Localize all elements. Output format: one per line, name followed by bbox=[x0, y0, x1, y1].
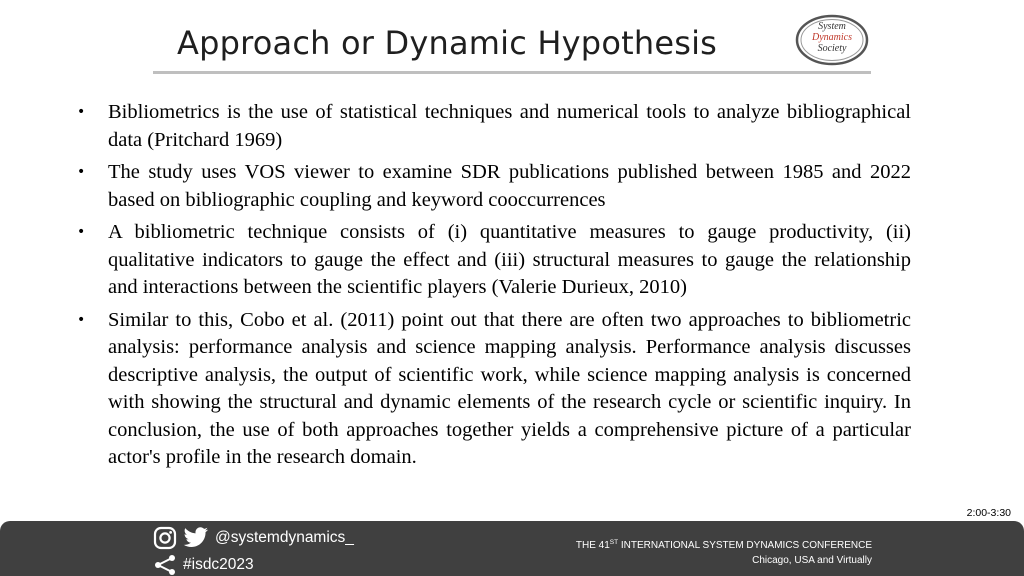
footer-bar bbox=[0, 521, 1024, 576]
bullet-item bbox=[77, 99, 911, 154]
bullet-item bbox=[77, 307, 911, 472]
hashtag[interactable]: #isdc2023 bbox=[183, 556, 254, 573]
hashtag-row bbox=[153, 554, 254, 576]
bullet-marker: • bbox=[77, 104, 86, 120]
bullet-item bbox=[77, 219, 911, 302]
twitter-icon[interactable] bbox=[183, 527, 209, 549]
bullet-marker: • bbox=[77, 311, 86, 328]
bullet-text: A bibliometric technique consists of (i) quantitative measures to gauge productivity, (ii) qualitative indicators to gauge the effect and (iii) structural measures to gauge the relationship and interactions between the scientific players (Valerie Durieux, 2010) bbox=[108, 221, 911, 298]
time-note: 2:00-3:30 bbox=[966, 507, 1011, 519]
title-divider bbox=[153, 71, 871, 74]
logo-line-2: Dynamics bbox=[812, 32, 852, 43]
share-icon[interactable] bbox=[153, 554, 177, 576]
conference-ordinal: ST bbox=[609, 539, 619, 546]
bullet-list bbox=[77, 99, 911, 477]
social-handle[interactable]: @systemdynamics_ bbox=[215, 529, 354, 546]
slide-title: Approach or Dynamic Hypothesis bbox=[177, 24, 718, 62]
system-dynamics-society-logo bbox=[794, 12, 870, 68]
logo-line-1: System bbox=[818, 21, 846, 32]
bullet-marker: • bbox=[77, 224, 86, 240]
conference-info bbox=[576, 535, 872, 568]
instagram-icon[interactable] bbox=[153, 526, 177, 550]
bullet-text: Similar to this, Cobo et al. (2011) point out that there are often two approaches to bibliometric analysis: performance analysis and science mapping analysis. Performance analysis discusses descriptive analysis, the output of scientific work, while science mapping analysis is concerned with showing the structural and dynamic elements of the research cycle or scientific inquiry. In conclusion, the use of both approaches together yields a comprehensive picture of a particular actor's profile in the research domain. bbox=[108, 308, 911, 468]
bullet-text: Bibliometrics is the use of statistical techniques and numerical tools to analyze bibliographical data (Pritchard 1969) bbox=[108, 101, 911, 151]
conference-location: Chicago, USA and Virtually bbox=[752, 555, 872, 566]
bullet-text: The study uses VOS viewer to examine SDR publications published between 1985 and 2022 based on bibliographic coupling and keyword cooccurrences bbox=[108, 161, 911, 211]
social-handle-row bbox=[153, 526, 354, 550]
logo-line-3: Society bbox=[817, 43, 847, 54]
conference-prefix: THE 41 bbox=[575, 540, 610, 551]
conference-suffix: INTERNATIONAL SYSTEM DYNAMICS CONFERENCE bbox=[618, 540, 872, 551]
conference-title bbox=[576, 535, 872, 553]
bullet-marker: • bbox=[77, 164, 86, 180]
bullet-item bbox=[77, 159, 911, 214]
